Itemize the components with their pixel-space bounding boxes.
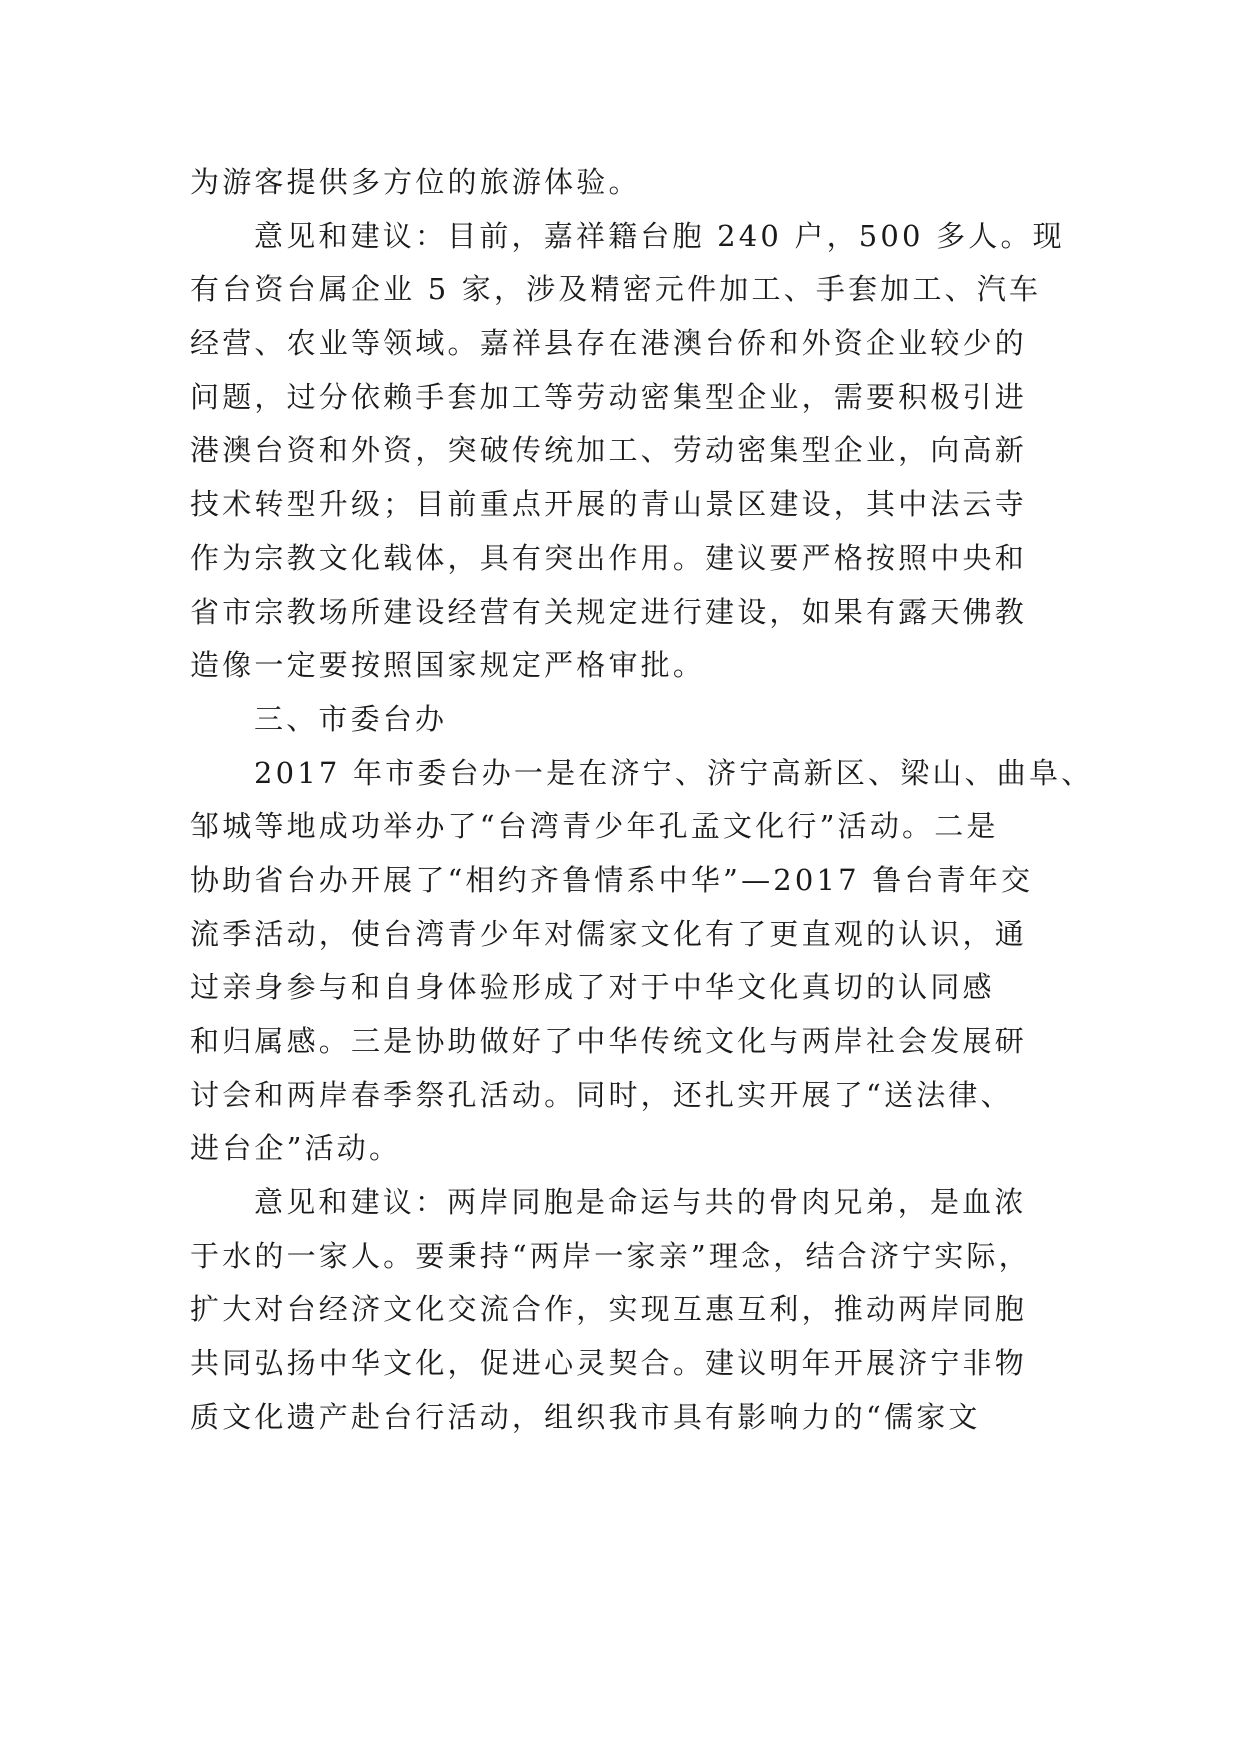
text-line: 港澳台资和外资，突破传统加工、劳动密集型企业，向高新 (190, 433, 1027, 468)
text-line: 扩大对台经济文化交流合作，实现互惠互利，推动两岸同胞 (190, 1292, 1027, 1327)
text-line: 邹城等地成功举办了“台湾青少年孔孟文化行”活动。二是 (190, 809, 999, 844)
text-line: 有台资台属企业 5 家，涉及精密元件加工、手套加工、汽车 (190, 272, 1042, 307)
text-line: 问题，过分依赖手套加工等劳动密集型企业，需要积极引进 (190, 379, 1027, 414)
text-line: 和归属感。三是协助做好了中华传统文化与两岸社会发展研 (190, 1024, 1027, 1058)
section-heading: 三、市委台办 (254, 701, 448, 736)
text-line: 于水的一家人。要秉持“两岸一家亲”理念，结合济宁实际， (190, 1238, 1031, 1273)
text-line: 2017 年市委台办一是在济宁、济宁高新区、梁山、曲阜、 (254, 755, 1094, 790)
text-line: 技术转型升级；目前重点开展的青山景区建设，其中法云寺 (190, 487, 1027, 522)
text-line: 作为宗教文化载体，具有突出作用。建议要严格按照中央和 (190, 540, 1027, 575)
text-line: 经营、农业等领域。嘉祥县存在港澳台侨和外资企业较少的 (190, 326, 1027, 361)
text-line: 共同弘扬中华文化，促进心灵契合。建议明年开展济宁非物 (190, 1346, 1027, 1381)
text-line: 讨会和两岸春季祭孔活动。同时，还扎实开展了“送法律、 (190, 1077, 1013, 1112)
text-line: 质文化遗产赴台行活动，组织我市具有影响力的“儒家文 (190, 1399, 981, 1434)
text-line: 进台企”活动。 (190, 1131, 402, 1166)
text-line: 流季活动，使台湾青少年对儒家文化有了更直观的认识，通 (190, 916, 1027, 951)
text-line: 为游客提供多方位的旅游体验。 (190, 165, 641, 199)
document-body (190, 156, 1094, 1445)
text-line: 省市宗教场所建设经营有关规定进行建设，如果有露天佛教 (190, 594, 1027, 629)
text-line: 过亲身参与和自身体验形成了对于中华文化真切的认同感 (190, 970, 995, 1005)
text-line: 协助省台办开展了“相约齐鲁情系中华”—2017 鲁台青年交 (190, 862, 1034, 897)
text-line: 造像一定要按照国家规定严格审批。 (190, 648, 706, 683)
text-line: 意见和建议：目前，嘉祥籍台胞 240 户，500 多人。现 (254, 218, 1065, 253)
text-line: 意见和建议：两岸同胞是命运与共的骨肉兄弟，是血浓 (254, 1185, 1027, 1220)
